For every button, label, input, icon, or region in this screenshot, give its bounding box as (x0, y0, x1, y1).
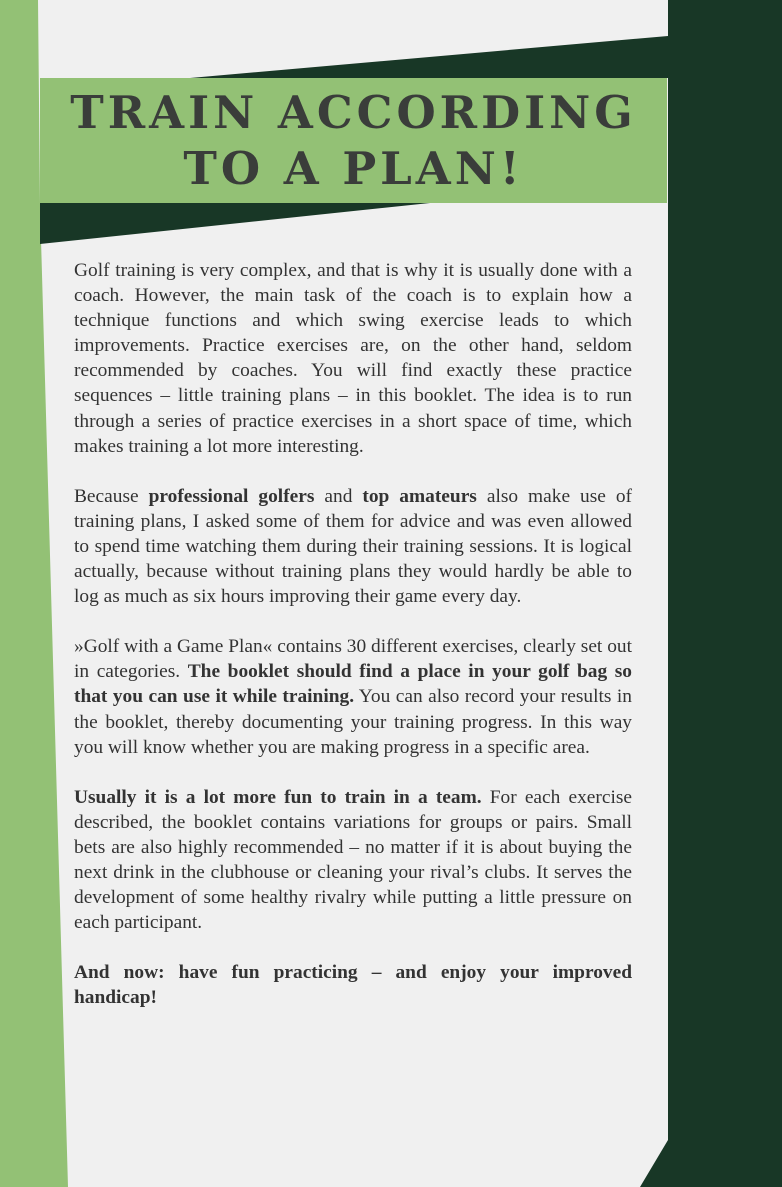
page-title (40, 78, 667, 203)
paragraph-3-bold: The booklet should find a place in your golf bag so that you can use it while training. (74, 661, 632, 708)
paragraph-2-text-c: and (314, 485, 363, 507)
paragraph-2-bold-1: professional golfers (148, 485, 315, 507)
title-line-1: TRAIN ACCORDING (70, 85, 637, 139)
paragraph-3 (74, 634, 632, 759)
title-line-2: TO A PLAN! (183, 141, 524, 195)
paragraph-1-text: Golf training is very complex, and that is why it is usually done with a coach. However, the main task of the coach is to explain how a technique functions and which swing exercise leads to which improvements. Practice exercises are, on the other hand, seldom recommended by coaches. You will find exactly these practice sequences – little training plans – in this booklet. The idea is to run through a series of practice exercises in a short space of time, which makes training a lot more interesting. (74, 260, 632, 457)
paragraph-5 (74, 960, 632, 1010)
paragraph-3-text-a: »Golf with a Game Plan« contains 30 different exercises, clearly set out in categories. (74, 636, 632, 683)
paragraph-4 (74, 785, 632, 936)
paragraph-5-bold: And now: have fun practicing – and enjoy your improved handicap! (74, 962, 632, 1009)
paragraph-2-text-a: Because (74, 485, 149, 507)
paragraph-2-text-d: also make use of training plans, I asked some of them for advice and was even allowed to spend time watching them during their training sessions. It is logical actually, because without training plans they would hardly be able to log as much as six hours improving their game every day. (74, 485, 633, 608)
paragraph-4-text-c: For each exercise described, the booklet contains variations for groups or pairs. Small bets are also highly recommended – no matter if it is about buying the next drink in the clubhouse or cleaning your rival’s clubs. It serves the development of some healthy rivalry while putting a little pressure on each participant. (74, 786, 633, 934)
paragraph-1 (74, 258, 632, 459)
paragraph-2 (74, 484, 632, 609)
paragraph-2-bold-2: top amateurs (362, 485, 477, 507)
paragraph-3-text-c: You can also record your results in the booklet, thereby documenting your training progress. In this way you will know whether you are making progress in a specific area. (74, 686, 632, 758)
body-text (74, 258, 632, 1035)
paragraph-4-bold: Usually it is a lot more fun to train in a team. (74, 786, 482, 808)
